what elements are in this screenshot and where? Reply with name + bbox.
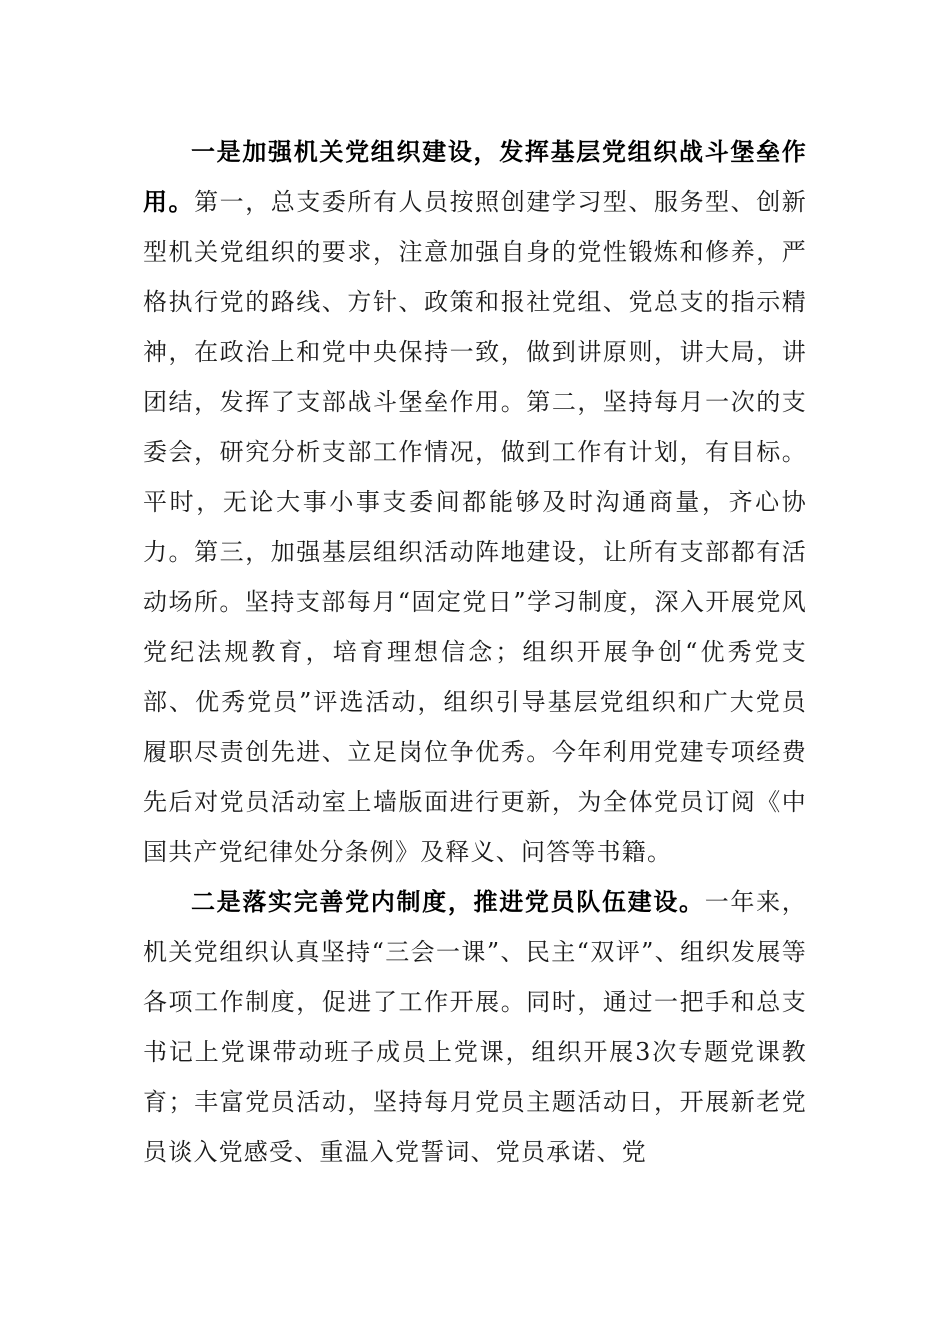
paragraph-1-body: 第一，总支委所有人员按照创建学习型、服务型、创新型机关党组织的要求，注意加强自身的党性锻炼和修养，严格执行党的路线、方针、政策和报社党组、党总支的指示精神，在政治上和党中央保持一致，做到讲原则，讲大局，讲团结，发挥了支部战斗堡垒作用。第二，坚持每月一次的支委会，研究分析支部工作情况，做到工作有计划，有目标。平时，无论大事小事支委间都能够及时沟通商量，齐心协力。第三，加强基层组织活动阵地建设，让所有支部都有活动场所。坚持支部每月“固定党日”学习制度，深入开展党风党纪法规教育，培育理想信念；组织开展争创“优秀党支部、优秀党员”评选活动，组织引导基层党组织和广大党员履职尽责创先进、立足岗位争优秀。今年利用党建专项经费先后对党员活动室上墙版面进行更新，为全体党员订阅《中国共产党纪律处分条例》及释义、问答等书籍。 <box>143 188 807 866</box>
paragraph-2-body: 一年来，机关党组织认真坚持“三会一课”、民主“双评”、组织发展等各项工作制度，促进了工作开展。同时，通过一把手和总支书记上党课带动班子成员上党课，组织开展3次专题党课教育；丰富党员活动，坚持每月党员主题活动日，开展新老党员谈入党感受、重温入党誓词、党员承诺、党 <box>143 888 807 1166</box>
paragraph-2 <box>143 877 807 1177</box>
paragraph-1-lead: 一是加强机关党组织建设，发挥基层党组织战斗堡垒作用。 <box>143 137 807 216</box>
paragraph-1 <box>143 127 807 877</box>
paragraph-2-lead: 二是落实完善党内制度，推进党员队伍建设。 <box>191 887 705 916</box>
document-body <box>143 127 807 1177</box>
